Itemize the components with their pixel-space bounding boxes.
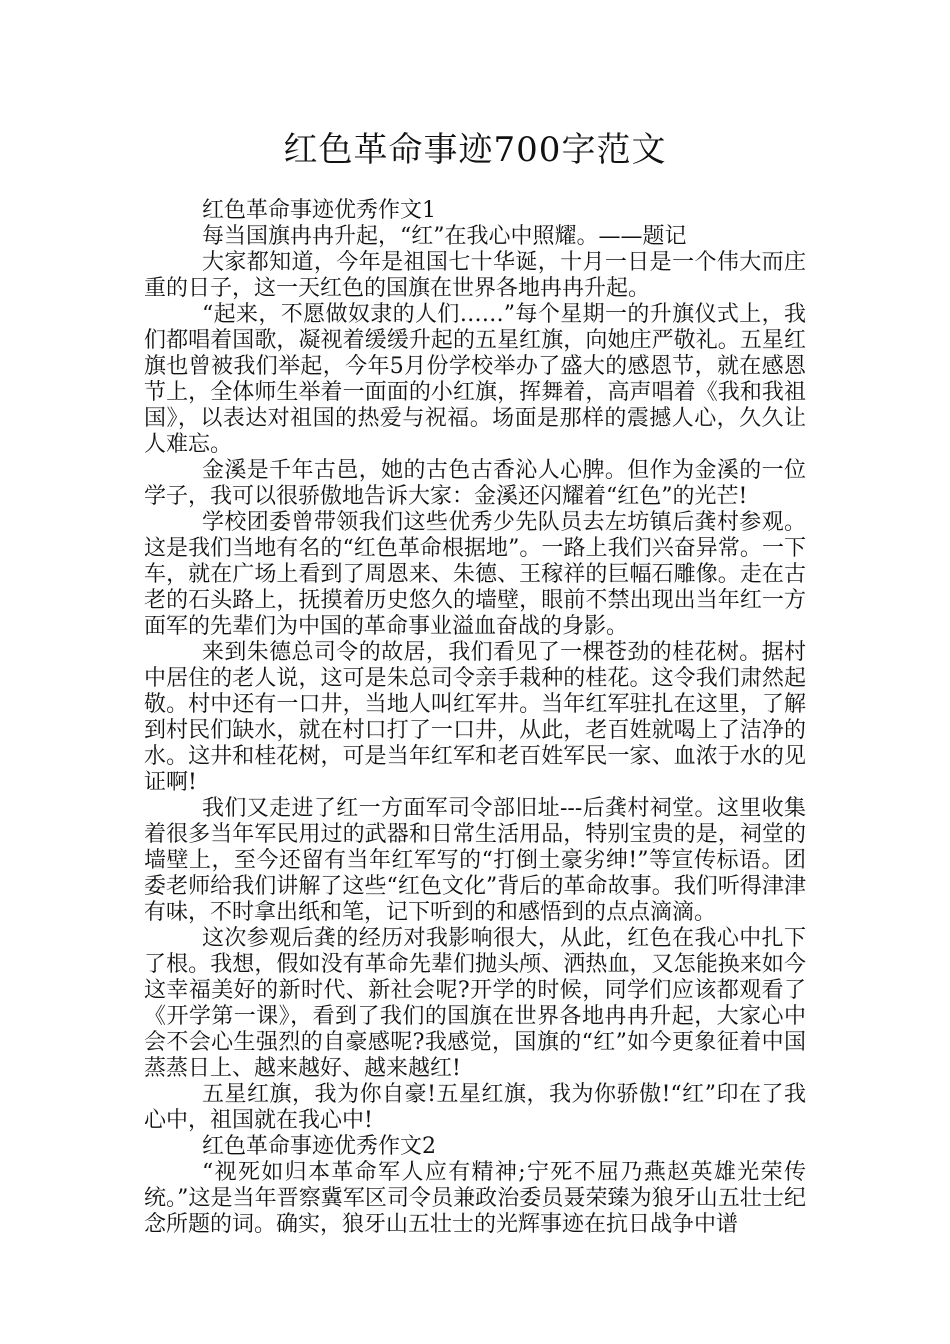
- paragraph: “视死如归本革命军人应有精神;宁死不屈乃燕赵英雄光荣传统。”这是当年晋察冀军区司令员兼政治委员聂荣臻为狼牙山五壮士纪念所题的词。确实，狼牙山五壮士的光辉事迹在抗日战争中谱: [144, 1160, 806, 1237]
- paragraph: “起来，不愿做奴隶的人们……”每个星期一的升旗仪式上，我们都唱着国歌，凝视着缓缓升起的五星红旗，向她庄严敬礼。五星红旗也曾被我们举起，今年5月份学校举办了盛大的感恩节，就在感恩节上，全体师生举着一面面的小红旗，挥舞着，高声唱着《我和我祖国》，以表达对祖国的热爱与祝福。场面是那样的震撼人心，久久让人难忘。: [144, 302, 806, 457]
- essay-heading-1: 红色革命事迹优秀作文1: [202, 198, 436, 223]
- paragraph: 学校团委曾带领我们这些优秀少先队员去左坊镇后龚村参观。这是我们当地有名的“红色革命根据地”。一路上我们兴奋异常。一下车，就在广场上看到了周恩来、朱德、王稼祥的巨幅石雕像。走在古老的石头路上，抚摸着历史悠久的墙壁，眼前不禁出现出当年红一方面军的先辈们为中国的革命事业溢血奋战的身影。: [144, 510, 806, 639]
- paragraph: 来到朱德总司令的故居，我们看见了一棵苍劲的桂花树。据村中居住的老人说，这可是朱总司令亲手栽种的桂花。这令我们肃然起敬。村中还有一口井，当地人叫红军井。当年红军驻扎在这里，了解到村民们缺水，就在村口打了一口井，从此，老百姓就喝上了洁净的水。这井和桂花树，可是当年红军和老百姓军民一家、血浓于水的见证啊!: [144, 640, 806, 795]
- paragraph: 这次参观后龚的经历对我影响很大，从此，红色在我心中扎下了根。我想，假如没有革命先辈们抛头颅、洒热血，又怎能换来如今这幸福美好的新时代、新社会呢?开学的时候，同学们应该都观看了《开学第一课》，看到了我们的国旗在世界各地冉冉升起，大家心中会不会心生强烈的自豪感呢?我感觉，国旗的“红”如今更象征着中国蒸蒸日上、越来越好、越来越红!: [144, 926, 806, 1081]
- epigraph: 每当国旗冉冉升起，“红”在我心中照耀。——题记: [202, 224, 687, 249]
- paragraph: 我们又走进了红一方面军司令部旧址---后龚村祠堂。这里收集着很多当年军民用过的武器和日常生活用品，特别宝贵的是，祠堂的墙壁上，至今还留有当年红军写的“打倒土豪劣绅!”等宣传标语。团委老师给我们讲解了这些“红色文化”背后的革命故事。我们听得津津有味，不时拿出纸和笔，记下听到的和感悟到的点点滴滴。: [144, 796, 806, 925]
- paragraph: 大家都知道，今年是祖国七十华诞，十月一日是一个伟大而庄重的日子，这一天红色的国旗在世界各地冉冉升起。: [144, 250, 806, 301]
- paragraph: 金溪是千年古邑，她的古色古香沁人心脾。但作为金溪的一位学子，我可以很骄傲地告诉大家：金溪还闪耀着“红色”的光芒!: [144, 458, 806, 509]
- document-title: 红色革命事迹700字范文: [283, 130, 667, 170]
- paragraph: 五星红旗，我为你自豪!五星红旗，我为你骄傲!“红”印在了我心中，祖国就在我心中!: [144, 1082, 806, 1133]
- essay-heading-2: 红色革命事迹优秀作文2: [202, 1134, 436, 1159]
- document-body: [144, 198, 806, 1238]
